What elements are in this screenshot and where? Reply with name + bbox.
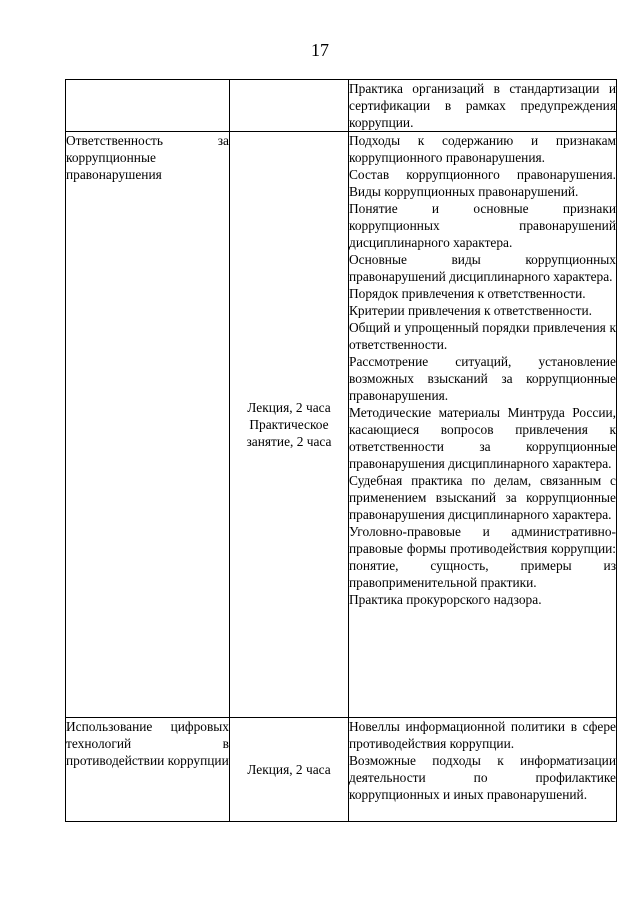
content-paragraph: Судебная практика по делам, связанным с применением взысканий за коррупционные правонарушения дисциплинарного характера. <box>349 473 616 522</box>
format-cell: Лекция, 2 часа Практическое занятие, 2 часа <box>230 132 349 718</box>
topic-cell <box>66 80 230 132</box>
topic-cell: Ответственность за коррупционные правонарушения <box>66 132 230 718</box>
content-paragraph: Понятие и основные признаки коррупционных правонарушений дисциплинарного характера. <box>349 201 616 250</box>
content-paragraph: Порядок привлечения к ответственности. <box>349 286 586 301</box>
content-paragraph: Рассмотрение ситуаций, установление возможных взысканий за коррупционные правонарушения. <box>349 354 616 403</box>
content-paragraph: Подходы к содержанию и признакам коррупционного правонарушения. <box>349 133 616 165</box>
table-row <box>66 718 617 822</box>
format-cell <box>230 80 349 132</box>
contents-cell <box>349 718 617 822</box>
content-paragraph: Новеллы информационной политики в сфере противодействия коррупции. <box>349 719 616 751</box>
topic-cell: Использование цифровых технологий в противодействии коррупции <box>66 718 230 822</box>
page-number: 17 <box>311 40 329 60</box>
content-paragraph: Практика прокурорского надзора. <box>349 592 542 607</box>
content-paragraph: Методические материалы Минтруда России, касающиеся вопросов привлечения к ответственности за коррупционные правонарушения дисциплинарного характера. <box>349 405 616 471</box>
contents-cell <box>349 80 617 132</box>
content-paragraph: Основные виды коррупционных правонарушений дисциплинарного характера. <box>349 252 616 284</box>
format-cell: Лекция, 2 часа <box>230 718 349 822</box>
table-row <box>66 132 617 718</box>
content-paragraph: Состав коррупционного правонарушения. Виды коррупционных правонарушений. <box>349 167 616 199</box>
content-paragraph: Критерии привлечения к ответственности. <box>349 303 593 318</box>
content-paragraph: Практика организаций в стандартизации и сертификации в рамках предупреждения коррупции. <box>349 81 616 130</box>
content-paragraph: Возможные подходы к информатизации деятельности по профилактике коррупционных и иных правонарушений. <box>349 753 616 802</box>
table-row <box>66 80 617 132</box>
content-paragraph: Общий и упрощенный порядки привлечения к ответственности. <box>349 320 616 352</box>
content-paragraph: Уголовно-правовые и административно-правовые формы противодействия коррупции: понятие, сущность, примеры из правоприменительной практики. <box>349 524 616 590</box>
contents-cell <box>349 132 617 718</box>
curriculum-table <box>65 79 617 822</box>
